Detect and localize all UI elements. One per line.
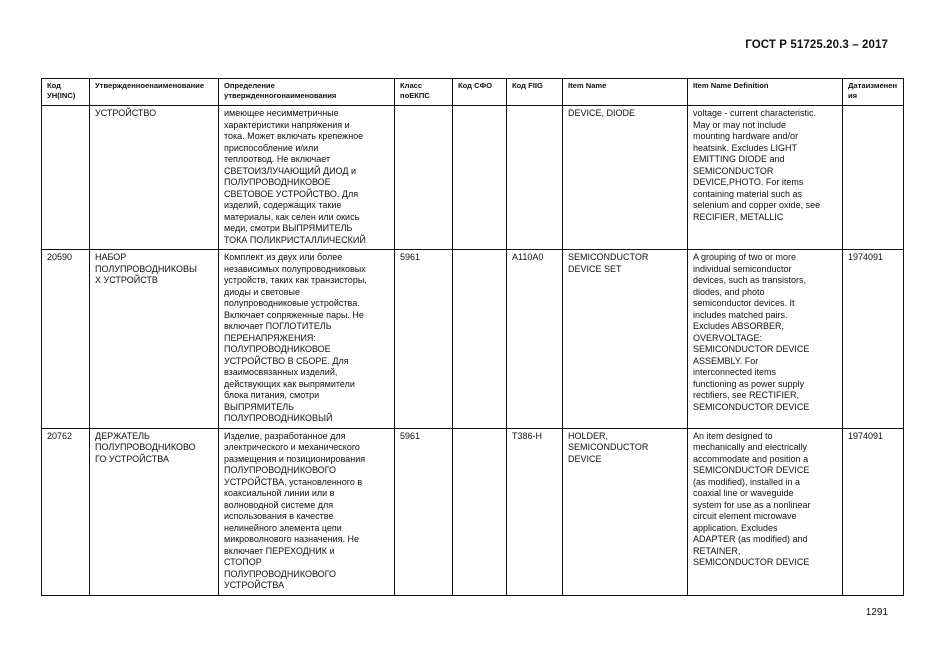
cell-item-name-definition: [688, 106, 843, 250]
cell-change-date: [843, 106, 904, 250]
cell-text-line: включает ПОГЛОТИТЕЛЬ: [224, 321, 332, 331]
column-header-line: наименования: [281, 91, 337, 100]
cell-text-line: ДЕРЖАТЕЛЬ: [95, 430, 150, 441]
cell-text-line: OVERVOLTAGE:: [693, 332, 763, 343]
cell-text-line: материалы, как селен или окись: [224, 211, 360, 222]
cell-text-line: SEMICONDUCTOR DEVICE: [693, 557, 810, 567]
table-header-row: [42, 79, 904, 106]
cell-item-name: [563, 250, 688, 429]
column-header-change-date: [843, 79, 904, 106]
cell-item-name: [563, 428, 688, 595]
cell-text-line: ПОЛУПРОВОДНИКОВОГО: [224, 465, 337, 475]
column-header-ekps-class: [395, 79, 453, 106]
cell-approved-name: [90, 106, 219, 250]
cell-ekps-class: [395, 106, 453, 250]
cell-text-line: SEMICONDUCTOR DEVICE: [693, 344, 810, 354]
cell-text-line: УСТРОЙСТВО В СБОРЕ. Для: [224, 355, 349, 366]
cell-text-line: тока. Может включать крепежное: [224, 131, 364, 141]
column-header-line: наименование: [149, 81, 205, 90]
cell-change-date: 1974091: [843, 250, 904, 429]
cell-text-line: Изделие, разработанное для: [224, 430, 346, 441]
cell-text-line: individual semiconductor: [693, 263, 792, 274]
column-header-line: (INC): [57, 91, 76, 100]
cell-text-line: независимых полупроводниковых: [224, 263, 366, 274]
cell-text-line: Включает сопряженные пары. Не: [224, 309, 364, 320]
cell-text-line: SEMICONDUCTOR DEVICE: [693, 401, 810, 412]
cell-text-line: An item designed to: [693, 430, 773, 441]
cell-text-line: RECIFIER, METALLIC: [693, 211, 784, 222]
cell-approved-name: [90, 428, 219, 595]
cell-fiig-code: [507, 106, 563, 250]
cell-inc: 20762: [42, 428, 90, 595]
cell-text-line: включает ПЕРЕХОДНИК и: [224, 545, 335, 556]
column-header-sfo-code: [453, 79, 507, 106]
cell-item-name-definition: [688, 250, 843, 429]
cell-sfo-code: [453, 428, 507, 595]
cell-text-line: приспособление и/или: [224, 142, 319, 153]
cell-text-line: ПОЛУПРОВОДНИКОВЫ: [95, 263, 197, 274]
cell-inc: 20590: [42, 250, 90, 429]
table-row: [42, 428, 904, 595]
table-body: [42, 106, 904, 596]
cell-text-line: Excludes ABSORBER,: [693, 321, 785, 331]
column-header-line: Код FIIG: [512, 81, 543, 90]
cell-text-line: interconnected items: [693, 367, 777, 377]
column-header-line: изменения: [848, 81, 898, 100]
cell-text-line: (as modified), installed in a: [693, 476, 801, 487]
column-header-line: Код СФО: [458, 81, 492, 90]
cell-definition: [219, 250, 395, 429]
cell-text-line: электрического и механического: [224, 442, 360, 452]
column-header-line: Дата: [848, 81, 866, 90]
column-header-line: Определение утвержденного: [224, 81, 282, 100]
cell-ekps-class: 5961: [395, 428, 453, 595]
cell-text-line: rectifiers, see RECTIFIER,: [693, 390, 800, 400]
cell-text-line: coaxial line or waveguide: [693, 488, 794, 498]
cell-text-line: ПЕРЕНАПРЯЖЕНИЯ:: [224, 332, 316, 343]
column-header-definition: [219, 79, 395, 106]
cell-text-line: теплоотвод. Не включает: [224, 154, 331, 164]
cell-text-line: DEVICE, DIODE: [568, 108, 636, 118]
cell-text-line: меди, смотри ВЫПРЯМИТЕЛЬ: [224, 223, 353, 233]
cell-text-line: RETAINER,: [693, 545, 741, 556]
cell-text-line: includes matched pairs.: [693, 309, 788, 320]
column-header-line: Класс по: [400, 81, 423, 100]
cell-text-line: ASSEMBLY. For: [693, 355, 759, 366]
cell-text-line: НАБОР: [95, 252, 127, 262]
table-row: [42, 250, 904, 429]
cell-inc: [42, 106, 90, 250]
column-header-item-name: [563, 79, 688, 106]
cell-text-line: СТОПОР: [224, 557, 262, 567]
column-header-approved-name: [90, 79, 219, 106]
cell-text-line: mechanically and electrically: [693, 442, 808, 452]
cell-text-line: УСТРОЙСТВА: [224, 580, 285, 590]
column-header-item-name-definition: [688, 79, 843, 106]
cell-text-line: SEMICONDUCTOR DEVICE: [693, 465, 810, 475]
cell-text-line: ПОЛУПРОВОДНИКОВЫЙ: [224, 413, 333, 423]
cell-fiig-code: A110A0: [507, 250, 563, 429]
cell-text-line: нелинейного элемента цепи: [224, 522, 342, 533]
spec-table: [41, 78, 904, 596]
cell-text-line: полупроводниковые устройства.: [224, 298, 360, 308]
column-header-line: Item Name: [568, 81, 607, 90]
document-header: ГОСТ Р 51725.20.3 – 2017: [745, 39, 888, 51]
cell-text-line: SEMICONDUCTOR: [568, 252, 649, 262]
cell-text-line: heatsink. Excludes LIGHT: [693, 142, 798, 153]
cell-text-line: mounting hardware and/or: [693, 131, 799, 141]
cell-sfo-code: [453, 106, 507, 250]
cell-text-line: ПОЛУПРОВОДНИКОВО: [95, 442, 196, 452]
cell-text-line: May or may not include: [693, 119, 787, 130]
cell-text-line: SEMICONDUCTOR: [568, 442, 649, 452]
cell-text-line: волноводной системе для: [224, 499, 334, 510]
cell-text-line: блока питания, смотри: [224, 390, 320, 400]
cell-text-line: диоды и световые: [224, 286, 301, 297]
cell-text-line: diodes, and photo: [693, 286, 765, 297]
cell-text-line: коаксиальной линии или в: [224, 488, 335, 498]
cell-text-line: ТОКА ПОЛИКРИСТАЛЛИЧЕСКИЙ: [224, 234, 366, 245]
cell-text-line: containing material such as: [693, 188, 803, 199]
cell-text-line: ПОЛУПРОВОДНИКОВОГО: [224, 568, 337, 579]
cell-text-line: DEVICE: [568, 453, 602, 464]
cell-text-line: ГО УСТРОЙСТВА: [95, 453, 169, 464]
column-header-inc: [42, 79, 90, 106]
cell-text-line: DEVICE,PHOTO. For items: [693, 177, 804, 187]
cell-fiig-code: T386-H: [507, 428, 563, 595]
cell-text-line: ВЫПРЯМИТЕЛЬ: [224, 401, 295, 412]
cell-text-line: functioning as power supply: [693, 378, 805, 389]
cell-text-line: характеристики напряжения и: [224, 119, 350, 130]
cell-text-line: EMITTING DIODE and: [693, 154, 785, 164]
cell-text-line: УСТРОЙСТВО: [95, 108, 157, 118]
cell-text-line: system for use as a nonlinear: [693, 499, 811, 510]
cell-text-line: микроволнового назначения. Не: [224, 534, 360, 544]
cell-text-line: СВЕТОИЗЛУЧАЮЩИЙ ДИОД и: [224, 165, 356, 176]
page-number: 1291: [865, 607, 888, 618]
column-header-line: ЕКПС: [409, 91, 430, 100]
cell-text-line: изделий, содержащих такие: [224, 200, 342, 210]
cell-text-line: ADAPTER (as modified) and: [693, 534, 808, 544]
cell-text-line: ПОЛУПРОВОДНИКОВОЕ: [224, 177, 331, 187]
cell-item-name: [563, 106, 688, 250]
column-header-line: Код УН: [47, 81, 61, 100]
cell-text-line: voltage - current characteristic.: [693, 108, 817, 118]
cell-text-line: application. Excludes: [693, 522, 778, 533]
cell-text-line: circuit element microwave: [693, 511, 797, 521]
column-header-line: Item Name Definition: [693, 81, 769, 90]
cell-approved-name: [90, 250, 219, 429]
cell-text-line: УСТРОЙСТВА, установленного в: [224, 476, 363, 487]
cell-definition: [219, 106, 395, 250]
column-header-fiig-code: [507, 79, 563, 106]
cell-text-line: devices, such as transistors,: [693, 275, 807, 285]
cell-ekps-class: 5961: [395, 250, 453, 429]
cell-definition: [219, 428, 395, 595]
cell-text-line: semiconductor devices. It: [693, 298, 795, 308]
cell-text-line: DEVICE SET: [568, 263, 622, 274]
cell-text-line: имеющее несимметричные: [224, 108, 339, 118]
cell-text-line: использования в качестве: [224, 511, 334, 521]
cell-text-line: размещения и позиционирования: [224, 453, 366, 464]
cell-change-date: 1974091: [843, 428, 904, 595]
cell-text-line: HOLDER,: [568, 430, 609, 441]
cell-text-line: взаимосвязанных изделий,: [224, 367, 338, 377]
cell-text-line: СВЕТОВОЕ УСТРОЙСТВО. Для: [224, 188, 359, 199]
cell-text-line: ПОЛУПРОВОДНИКОВОЕ: [224, 344, 331, 354]
cell-text-line: accommodate and position a: [693, 453, 809, 464]
cell-text-line: selenium and copper oxide, see: [693, 200, 821, 210]
cell-sfo-code: [453, 250, 507, 429]
column-header-line: Утвержденное: [95, 81, 150, 90]
cell-text-line: SEMICONDUCTOR: [693, 165, 774, 176]
cell-text-line: Х УСТРОЙСТВ: [95, 275, 158, 285]
cell-item-name-definition: [688, 428, 843, 595]
cell-text-line: действующих как выпрямители: [224, 378, 355, 389]
cell-text-line: Комплект из двух или более: [224, 252, 343, 262]
table-row: [42, 106, 904, 250]
cell-text-line: устройств, таких как транзисторы,: [224, 275, 367, 285]
cell-text-line: A grouping of two or more: [693, 252, 797, 262]
